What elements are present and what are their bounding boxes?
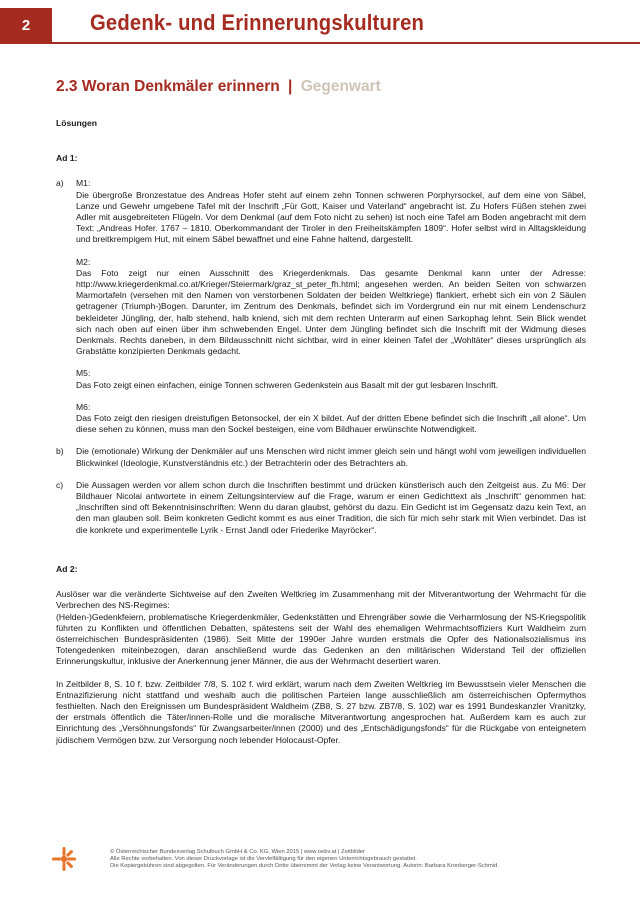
item-letter: a) xyxy=(56,178,64,189)
item-b-text: Die (emotionale) Wirkung der Denkmäler auf uns Menschen wird nicht immer gleich sein und hängt wohl vom jeweiligen individuellen Blickwinkel (Ideologie, Kunstverständnis etc.) der Betrachterin oder des Betrachters ab. xyxy=(76,446,586,468)
m5-label: M5: xyxy=(76,368,91,379)
item-letter: c) xyxy=(56,479,64,490)
m6-text: Das Foto zeigt den riesigen dreistufigen Betonsockel, der ein X bildet. Auf der dritten Ebene befindet sich die Inschrift „all alone“. Um diese sehen zu können, muss man den Sockel besteigen, eine vom Bildhauer erwünschte Notwendigkeit. xyxy=(76,413,586,435)
ad2-paragraph-1: Auslöser war die veränderte Sichtweise auf den Zweiten Weltkrieg im Zusammenhang mit der Mitverantwortung der Wehrmacht für die Verbrechen des NS-Regimes: xyxy=(56,589,586,611)
item-c-text: Die Aussagen werden vor allem schon durch die Inschriften bestimmt und drücken künstlerisch auch den Zeitgeist aus. Zu M6: Der Bildhauer Nicolai antwortete in einem Zeitungsinterview auf die Frage, warum er einen Gedichttext als „Inschrift“ genommen hat: „Inschriften sind oft Bekenntnisinschriften: Wenn du daran glaubst, gehörst du dazu. Ein Gedicht ist im Gegensatz dazu kein Text, an den man glauben soll. Beim konkreten Gedicht kommt es aus einer Tradition, die sich für mich sehr stark mit Wien verbindet. Das ist die konkrete und experimentelle Lyrik - Ernst Jandl oder Friederike Mayröcker“. xyxy=(76,479,586,535)
ad2-label: Ad 2: xyxy=(56,563,78,574)
footer-fees: Die Kopiergebühren sind abgegolten. Für Veränderungen durch Dritte übernimmt der Verlag keine Verantwortung. Autorin: Barbara Kronberger-Schmid xyxy=(110,863,498,870)
section-heading xyxy=(56,78,381,96)
m1-label: M1: xyxy=(76,178,91,189)
header-divider xyxy=(0,42,640,44)
m2-label: M2: xyxy=(76,256,91,267)
ad1-item-c xyxy=(56,480,586,536)
m6-label: M6: xyxy=(76,401,91,412)
m2-text: Das Foto zeigt nur einen Ausschnitt des Kriegerdenkmals. Das gesamte Denkmal kann unter der Adresse: http://www.kriegerdenkmal.co.at/Krieger/Steiermark/graz_st_peter_fh.html; angesehen werden. An beiden Seiten von schwarzen Marmortafeln (versehen mit den Namen von verstorbenen Soldaten der beiden Weltkriege) flankiert, erhebt sich ein von 2 Säulen getragener (Triumph-)Bogen. Darunter, im Zentrum des Denkmals, befindet sich im Vordergrund ein nur mit einem Lendenschurz bekleideter Jüngling, der, halb stehend, halb kniend, sich mit dem rechten Unterarm auf einen Sarkophag lehnt. Sein Blick wendet sich nach oben auf einen über ihm schwebenden Engel. Unter dem Jüngling befindet sich die Inschrift mit der Widmung dieses Denkmals. Rechts daneben, in dem Bildausschnitt nicht sichtbar, wird in einer kleinen Tafel der „Wohltäter“ dieses ursprünglich als Grabstätte konzipierten Denkmals gedacht. xyxy=(76,267,586,357)
ad1-label: Ad 1: xyxy=(56,153,78,164)
oebv-star-logo-icon xyxy=(50,845,78,873)
footer xyxy=(110,849,580,871)
solutions-content xyxy=(56,118,586,746)
page-number-badge xyxy=(0,8,52,42)
solutions-label: Lösungen xyxy=(56,118,98,128)
item-letter: b) xyxy=(56,446,64,457)
ad2-paragraph-1b: (Helden-)Gedenkfeiern, problematische Kriegerdenkmäler, Gedenkstätten und Ehrengräber sowie die Verharmlosung der NS-Kriegspolitik führten zu Konflikten und öffentlichen Debatten, spätestens seit der Wahl des ehemaligen Wehrmachtsoffiziers Kurt Waldheim zum österreichischen Bundespräsidenten (1986). Seit Mitte der 1990er Jahre wurden erstmals die Opfer des Nationalsozialismus ins Totengedenken miteinbezogen, daran anschließend wurde das Gedenken an den militärischen Widerstand Teil der offiziellen Erinnerungskultur, inklusive der Anerkennung jener Männer, die aus der Wehrmacht desertiert waren. xyxy=(56,611,586,667)
m1-text: Die übergroße Bronzestatue des Andreas Hofer steht auf einem zehn Tonnen schweren Porphyrsockel, auf dem eine von Säbel, Lanze und Gewehr umgebene Tafel mit der Inschrift „Für Gott, Kaiser und Vaterland“ angebracht ist. Zu Hofers Füßen stehen zwei Adler mit ausgebreiteten Flügeln. Vor dem Denkmal (auf dem Foto nicht zu sehen) ist noch eine Tafel am Boden angebracht mit dem Text: „Andreas Hofer. 1767 – 1810. Oberkommandant der Tiroler in den Freiheitskämpfen 1809“. Hofer selbst wird in Alltagskleidung und breitkrempigem Hut, mit einem Säbel bewaffnet und eine Fahne haltend, dargestellt. xyxy=(76,189,586,245)
chapter-title: Gedenk- und Erinnerungskulturen xyxy=(90,10,425,35)
page-number: 2 xyxy=(21,16,31,34)
section-title: Woran Denkmäler erinnern xyxy=(81,78,280,95)
ad1-item-b xyxy=(56,446,586,468)
section-number: 2.3 xyxy=(56,78,78,95)
ad2-paragraph-2: In Zeitbilder 8, S. 10 f. bzw. Zeitbilder 7/8, S. 102 f. wird erklärt, warum nach dem Zweiten Weltkrieg im Bewusstsein vieler Menschen die Entnazifizierung nicht stattfand und weshalb auch die politischen Parteien lange ausschließlich am österreichischen Opfermythos festhielten. Nach den Ereignissen um Bundespräsident Waldheim (ZB8, S. 27 bzw. ZB7/8, S. 102) war es 1991 Bundeskanzler Vranitzky, der erstmals öffentlich die Täter/innen-Rolle und die moralische Mitverantwortung angesprochen hat. Außerdem kam es auch zur Einrichtung des „Versöhnungsfonds“ für Zwangsarbeiter/innen (2000) und des „Entschädigungsfonds“ für die Rückgabe von enteignetem jüdischem Vermögen bzw. zur Versorgung noch lebender Holocaust-Opfer. xyxy=(56,678,586,745)
m5-text: Das Foto zeigt einen einfachen, einige Tonnen schweren Gedenkstein aus Basalt mit der gut lesbaren Inschrift. xyxy=(76,379,499,390)
section-separator: | xyxy=(288,78,293,95)
ad1-item-a xyxy=(56,178,586,446)
section-subtitle: Gegenwart xyxy=(300,78,381,95)
footer-copyright: © Österreichischer Bundesverlag Schulbuch GmbH & Co. KG, Wien 2015 | www.oebv.at | Zeitbilder xyxy=(110,849,365,855)
footer-rights: Alle Rechte vorbehalten. Von dieser Druckvorlage ist die Vervielfältigung für den eigenen Unterrichtsgebrauch gestattet. xyxy=(110,856,417,863)
